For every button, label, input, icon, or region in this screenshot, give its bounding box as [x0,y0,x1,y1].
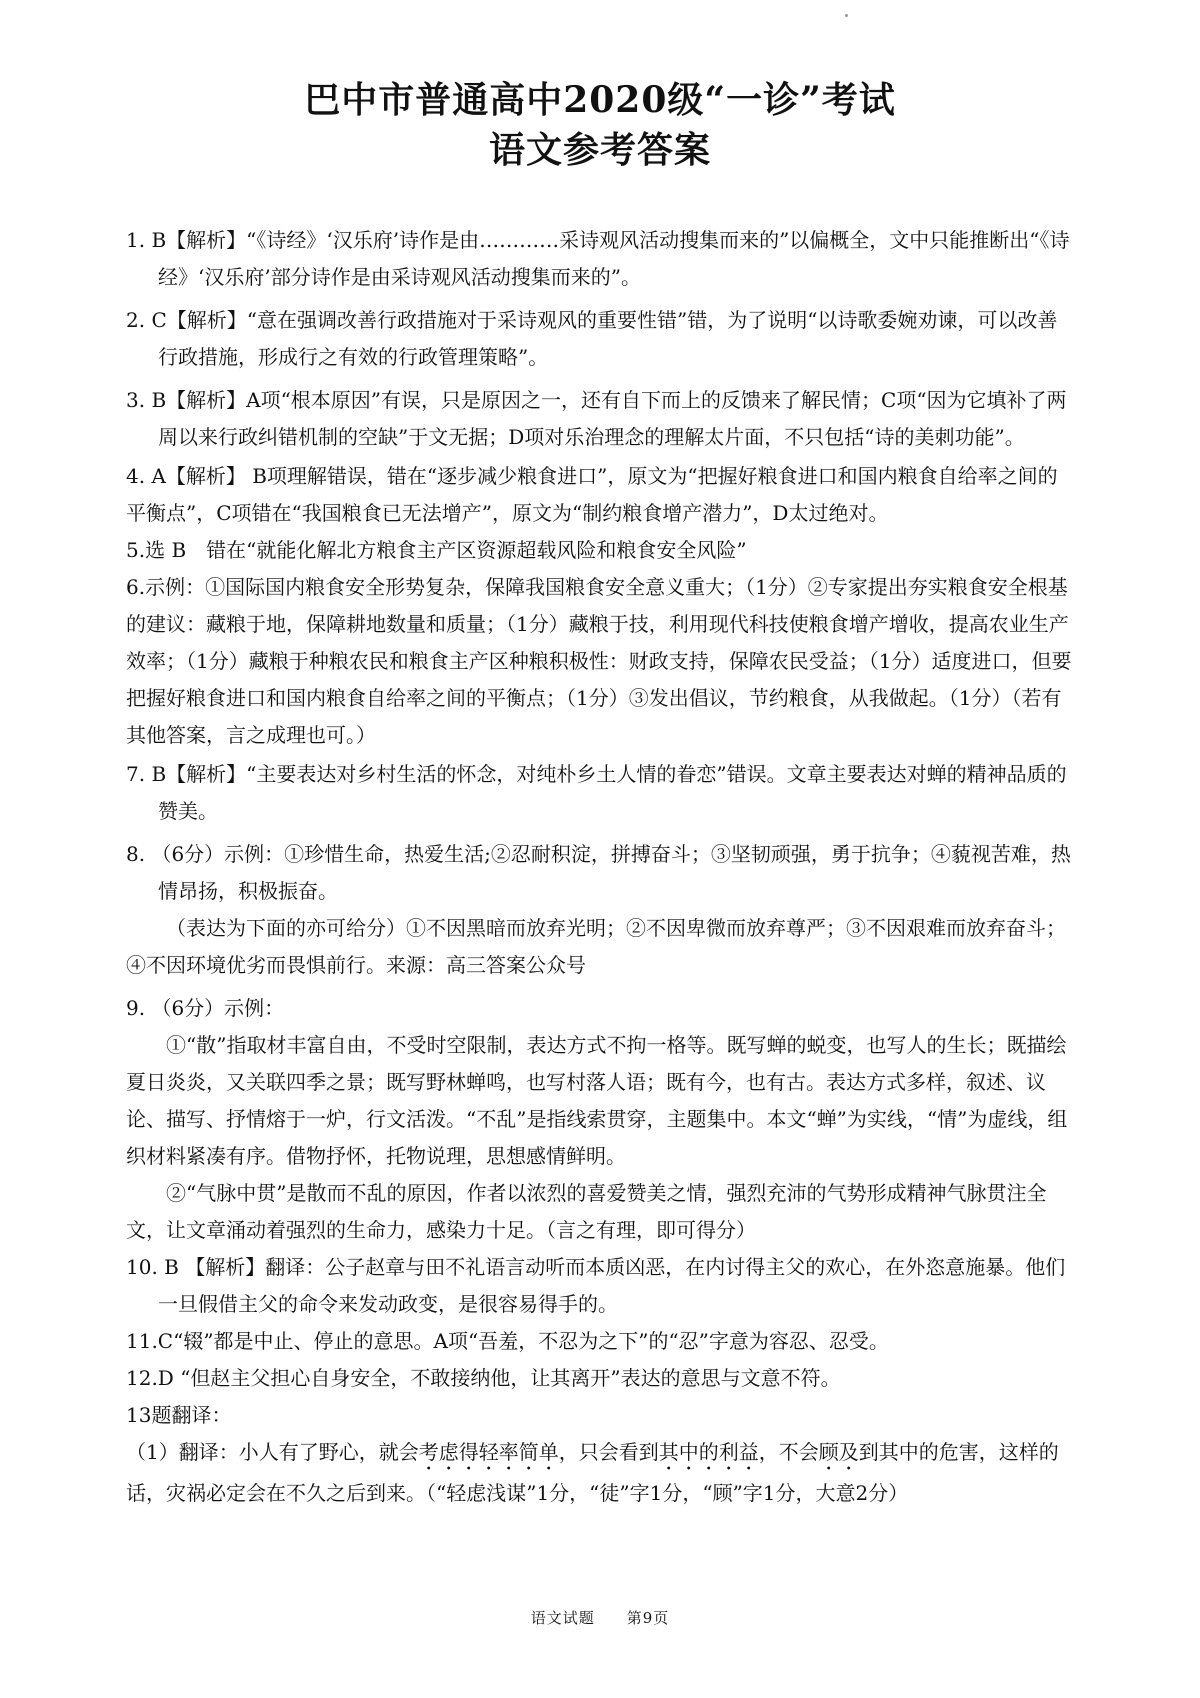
answer-7: 7. B【解析】“主要表达对乡村生活的怀念，对纯朴乡土人情的眷恋”错误。文章主要表达对蝉的精神品质的赞美。 [126,762,1067,823]
page-subtitle: 语文参考答案 [488,129,711,171]
answer-2: 2. C【解析】“意在强调改善行政措施对于采诗观风的重要性错”错，为了说明“以诗歌委婉劝谏，可以改善行政措施，形成行之有效的行政管理策略”。 [126,308,1058,369]
emphasized-phrase: 考虑得轻率简单 [418,1440,559,1464]
emphasized-phrase: 其中的利益 [658,1440,759,1464]
answer-8-alt: （表达为下面的亦可给分）①不因黑暗而放弃光明；②不因卑微而放弃尊严；③不因艰难而放弃奋斗；④不因环境优劣而畏惧前行。来源：高三答案公众号 [126,916,1066,977]
answer-9-part-1: ①“散”指取材丰富自由，不受时空限制，表达方式不拘一格等。既写蝉的蜕变，也写人的生长；既描绘夏日炎炎，又关联四季之景；既写野林蝉鸣，也写村落人语；既有今，也有古。表达方式多样，叙述、议论、描写、抒情熔于一炉，行文活泼。“不乱”是指线索贯穿，主题集中。本文“蝉”为实线，“情”为虚线，组织材料紧凑有序。借物抒怀，托物说理，思想感情鲜明。 [126,1033,1068,1168]
answer-13-heading: 13题翻译： [126,1403,232,1427]
answer-10: 10. B 【解析】翻译：公子赵章与田不礼语言动听而本质凶恶，在内讨得主父的欢心，在外恣意施暴。他们一旦假借主父的命令来发动政变，是很容易得手的。 [126,1255,1066,1316]
translation-text: ，不会 [758,1440,819,1464]
answer-1: 1. B【解析】“《诗经》‘汉乐府’诗作是由…………采诗观风活动搜集而来的”以偏概全，文中只能推断出“《诗经》‘汉乐府’部分诗作是由采诗观风活动搜集而来的”。 [126,228,1070,289]
answer-6: 6.示例：①国际国内粮食安全形势复杂，保障我国粮食安全意义重大；（1分）②专家提出夯实粮食安全根基的建议：藏粮于地，保障耕地数量和质量；（1分）藏粮于技，利用现代科技使粮食增产增收，提高农业生产效率；（1分）藏粮于种粮农民和粮食主产区种粮积极性：财政支持，保障农民受益；（1分）适度进口，但要把握好粮食进口和国内粮食自给率之间的平衡点；（1分）③发出倡议，节约粮食，从我做起。（1分）（若有其他答案，言之成理也可。） [126,575,1072,747]
emphasized-phrase: 顾及 [818,1440,859,1464]
translation-lead: （1）翻译：小人有了野心，就会 [126,1440,419,1464]
page-footer: 语文试题 第9页 [530,1609,670,1627]
translation-text: 到其中的危害，这样的话，灾祸必定会在不久之后到来。（“轻虑浅谋”1分，“徒”字1分，“顾”字1分，大意2分） [126,1440,1059,1505]
answer-8: 8. （6分）示例：①珍惜生命，热爱生活;②忍耐积淀，拼搏奋斗；③坚韧顽强，勇于抗争；④藐视苦难，热情昂扬，积极振奋。 [126,842,1071,903]
answer-list [126,222,1076,1512]
page-title: 巴中市普通高中2020级“一诊”考试 [304,79,896,121]
answer-9: 9. （6分）示例： [126,996,285,1020]
answer-12: 12.D “但赵主父担心自身安全，不敢接纳他，让其离开”表达的意思与文意不符。 [126,1366,841,1390]
answer-5: 5.选 B 错在“就能化解北方粮食主产区资源超载风险和粮食安全风险” [126,538,747,562]
answer-11: 11.C“辍”都是中止、停止的意思。A项“吾羞，不忍为之下”的“忍”字意为容忍、忍受。 [126,1329,889,1353]
answer-13-translation-1 [126,1434,1076,1512]
scan-speck [845,14,848,17]
translation-text: ，只会看到 [558,1440,659,1464]
answer-4: 4. A【解析】 B项理解错误，错在“逐步减少粮食进口”，原文为“把握好粮食进口和国内粮食自给率之间的平衡点”，C项错在“我国粮食已无法增产”，原文为“制约粮食增产潜力”，D太过绝对。 [126,464,1058,525]
answer-9-part-2: ②“气脉中贯”是散而不乱的原因，作者以浓烈的喜爱赞美之情，强烈充沛的气势形成精神气脉贯注全文，让文章涌动着强烈的生命力，感染力十足。（言之有理，即可得分） [126,1181,1047,1242]
answer-3: 3. B【解析】A项“根本原因”有误，只是原因之一，还有自下而上的反馈来了解民情；C项“因为它填补了两周以来行政纠错机制的空缺”于文无据；D项对乐治理念的理解太片面，不只包括“诗的美刺功能”。 [126,388,1067,449]
